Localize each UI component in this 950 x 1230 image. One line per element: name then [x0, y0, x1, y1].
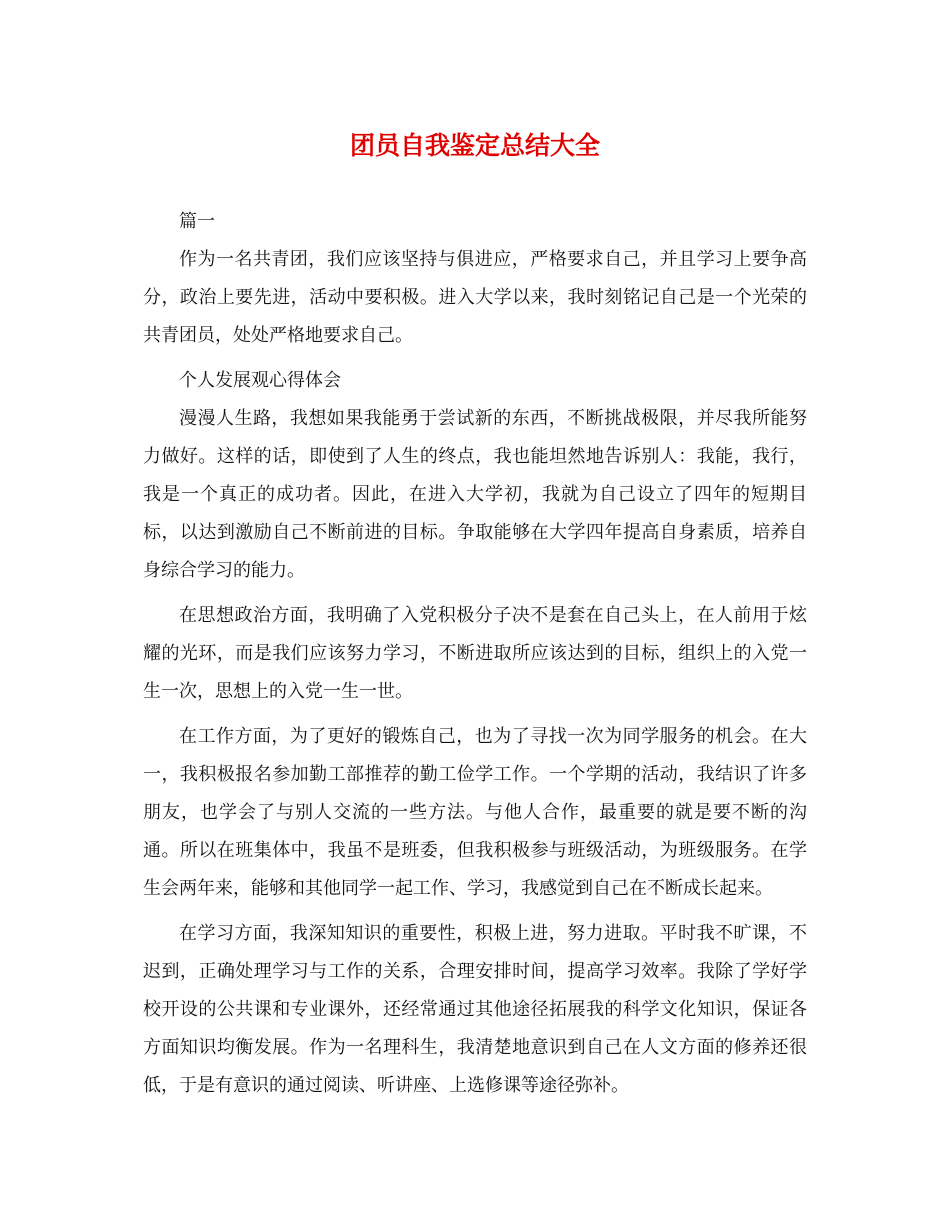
paragraph-political: 在思想政治方面，我明确了入党积极分子决不是套在自己头上，在人前用于炫耀的光环，而是我们应该努力学习，不断进取所应该达到的目标，组织上的入党一生一次，思想上的入党一生一世。 [143, 605, 807, 702]
paragraph-work: 在工作方面，为了更好的锻炼自己，也为了寻找一次为同学服务的机会。在大一，我积极报名参加勤工部推荐的勤工俭学工作。一个学期的活动，我结识了许多朋友，也学会了与别人交流的一些方法。与他人合作，最重要的就是要不断的沟通。所以在班集体中，我虽不是班委，但我积极参与班级活动，为班级服务。在学生会两年来，能够和其他同学一起工作、学习，我感觉到自己在不断成长起来。 [143, 726, 807, 899]
subheading-personal-development: 个人发展观心得体会 [179, 370, 341, 391]
paragraph-intro: 作为一名共青团，我们应该坚持与俱进应，严格要求自己，并且学习上要争高分，政治上要先进，活动中要积极。进入大学以来，我时刻铭记自己是一个光荣的共青团员，处处严格地要求自己。 [143, 249, 807, 346]
section-label: 篇一 [179, 211, 215, 232]
document-body [143, 203, 807, 1112]
paragraph-study: 在学习方面，我深知知识的重要性，积极上进，努力进取。平时我不旷课，不迟到，正确处理学习与工作的关系，合理安排时间，提高学习效率。我除了学好学校开设的公共课和专业课外，还经常通过其他途径拓展我的科学文化知识，保证各方面知识均衡发展。作为一名理科生，我清楚地意识到自己在人文方面的修养还很低，于是有意识的通过阅读、听讲座、上选修课等途径弥补。 [143, 923, 807, 1096]
paragraph-life-goals: 漫漫人生路，我想如果我能勇于尝试新的东西，不断挑战极限，并尽我所能努力做好。这样的话，即使到了人生的终点，我也能坦然地告诉别人：我能，我行，我是一个真正的成功者。因此，在进入大学初，我就为自己设立了四年的短期目标，以达到激励自己不断前进的目标。争取能够在大学四年提高自身素质，培养自身综合学习的能力。 [143, 408, 807, 581]
document-title: 团员自我鉴定总结大全 [349, 131, 600, 160]
